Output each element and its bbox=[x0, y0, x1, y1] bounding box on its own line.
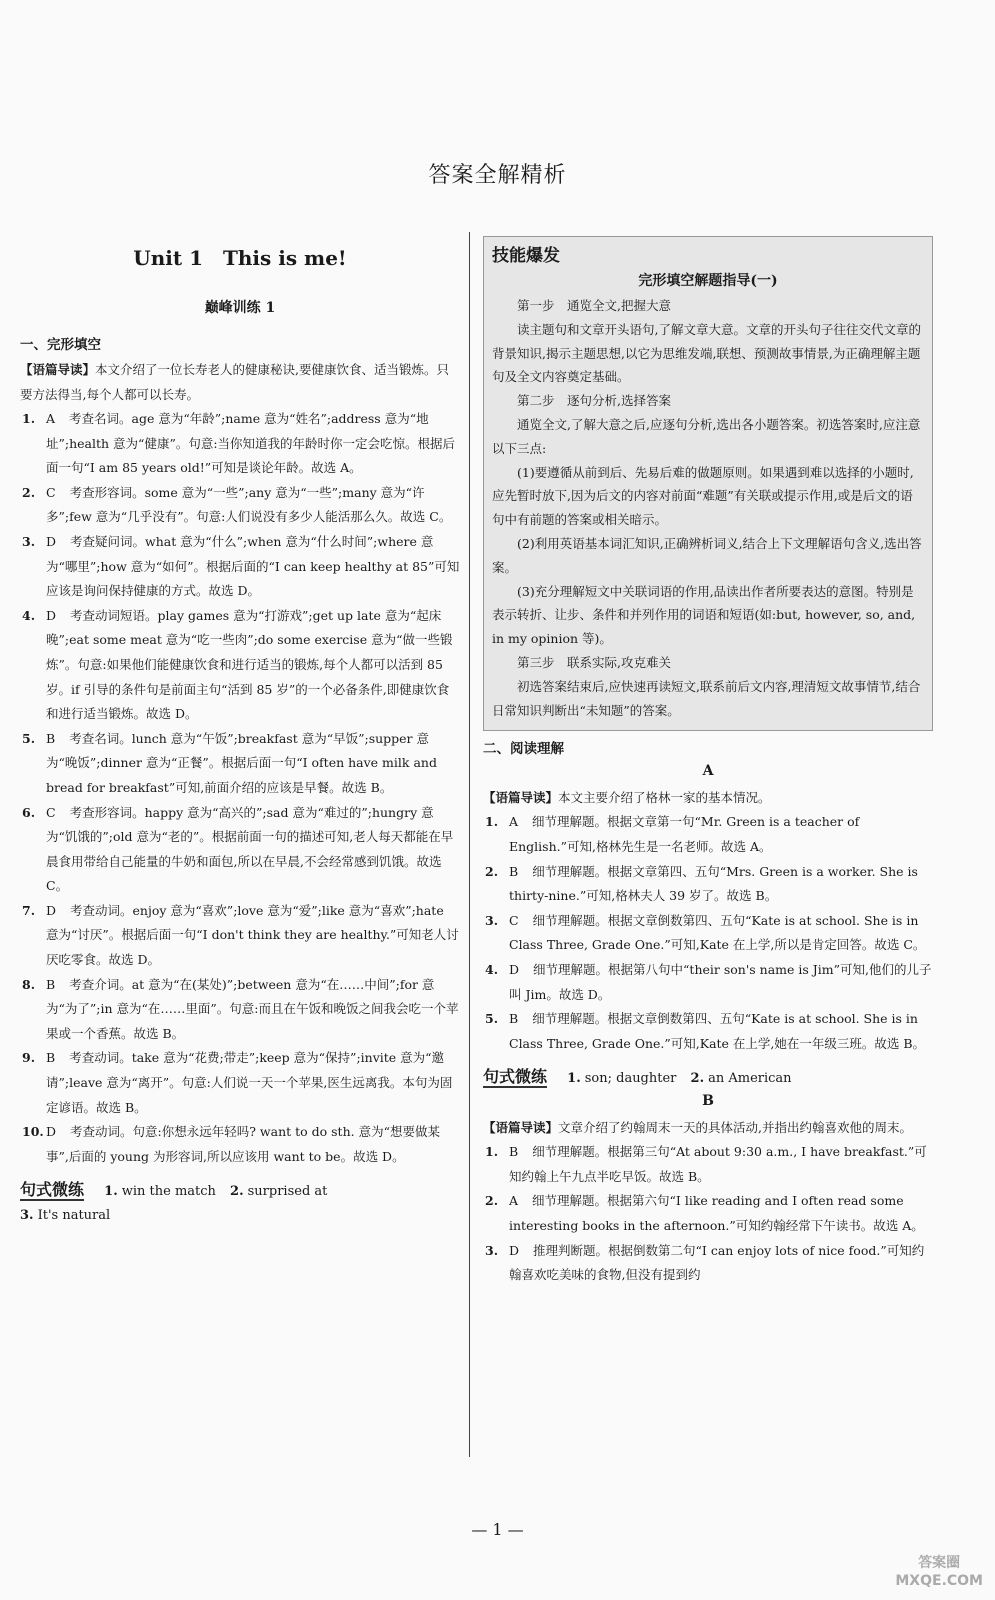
skills-box-title: 完形填空解题指导(一) bbox=[638, 273, 778, 289]
answer-item: 3. C 细节理解题。根据文章倒数第四、五句“Kate is at school. She is in Class Three, Grade One.”可知,Kate 在上学,所以是肯定回答。故选 C。 bbox=[485, 912, 926, 953]
answer-item: 5. B 细节理解题。根据文章倒数第四、五句“Kate is at school. She is in Class Three, Grade One.”可知,Kate 在上学,她在一年级三班。故选 B。 bbox=[485, 1011, 926, 1051]
answer-item: 1. B 细节理解题。根据第三句“At about 9:30 a.m., I have breakfast.”可知约翰上午九点半吃早饭。故选 B。 bbox=[485, 1144, 927, 1184]
step-heading: 第三步 联系实际,攻克难关 bbox=[517, 654, 671, 670]
answer-item: 1. A 细节理解题。根据文章第一句“Mr. Green is a teacher of English.”可知,格林先生是一名老师。故选 A。 bbox=[485, 814, 860, 854]
answer-item: 2. B 细节理解题。根据文章第四、五句“Mrs. Green is a worker. She is thirty-nine.”可知,格林夫人 39 岁了。故选 B。 bbox=[485, 863, 918, 904]
passage-guide-b: 【语篇导读】文章介绍了约翰周末一天的具体活动,并指出约翰喜欢他的周末。 bbox=[483, 1120, 912, 1136]
guide-text: 本文介绍了一位长寿老人的健康秘诀,要健康饮食、适当锻炼。只要方法得当,每个人都可以长寿。 bbox=[20, 362, 449, 402]
paragraph: (2)利用英语基本词汇知识,正确辨析词义,结合上下文理解语句含义,选出答案。 bbox=[492, 535, 922, 575]
sentence-practice: 句式微练 1. win the match 2. surprised at bbox=[20, 1180, 328, 1200]
right-column bbox=[483, 236, 933, 1288]
step-heading: 第一步 通览全文,把握大意 bbox=[517, 298, 671, 313]
sentence-practice-a: 句式微练 1. son; daughter 2. an American bbox=[483, 1067, 792, 1087]
answer-item: 10. D 考查动词。句意:你想永远年轻吗? want to do sth. 意为“想要做某事”,后面的 young 为形容词,所以应该用 want to be。故选 D。 bbox=[22, 1124, 440, 1164]
answer-item: 9. B 考查动词。take 意为“花费;带走”;keep 意为“保持”;invite 意为“邀请”;leave 意为“离开”。句意:人们说一天一个苹果,医生远离我。本句为固定谚语。故选 B。 bbox=[22, 1050, 453, 1115]
reading-a-answers bbox=[483, 810, 933, 1056]
paragraph: 初选答案结束后,应快速再读短文,联系前后文内容,理清短文故事情节,结合日常知识判断出“未知题”的答案。 bbox=[492, 678, 921, 718]
answer-item: 3. D 推理判断题。根据倒数第二句“I can enjoy lots of nice food.”可知约翰喜欢吃美味的食物,但没有提到约 bbox=[485, 1242, 925, 1283]
cloze-answers bbox=[20, 407, 460, 1169]
section-cloze-heading: 一、完形填空 bbox=[20, 337, 101, 353]
left-column bbox=[20, 236, 460, 1223]
skills-box-heading: 技能爆发 bbox=[492, 246, 560, 266]
passage-guide bbox=[20, 357, 460, 407]
reading-b-answers bbox=[483, 1140, 933, 1288]
paragraph: (1)要遵循从前到后、先易后难的做题原则。如果遇到难以选择的小题时,应先暂时放下,因为后文的内容对前面“难题”有关联或提示作用,或是后文的语句中有前题的答案或相关暗示。 bbox=[492, 464, 914, 528]
part-b-heading: B bbox=[702, 1093, 714, 1110]
answer-item: 7. D 考查动词。enjoy 意为“喜欢”;love 意为“爱”;like 意为“喜欢”;hate 意为“讨厌”。根据后面一句“I don't think they are healthy.”可知老人讨厌吃零食。故选 D。 bbox=[22, 902, 459, 968]
answer-item: 2. A 细节理解题。根据第六句“I like reading and I often read some interesting books in the afternoon.”可知约翰经常下午读书。故选 A。 bbox=[485, 1193, 924, 1234]
passage-guide-a: 【语篇导读】本文主要介绍了格林一家的基本情况。 bbox=[483, 790, 771, 806]
answer-item: 8. B 考查介词。at 意为“在(某处)”;between 意为“在……中间”;for 意为“为了”;in 意为“在……里面”。句意:而且在午饭和晚饭之间我会吃一个苹果或一个香蕉。故选 B。 bbox=[22, 976, 459, 1041]
sentence-practice-label: 句式微练 bbox=[20, 1180, 85, 1200]
paragraph: (3)充分理解短文中关联词语的作用,品读出作者所要表达的意图。特别是表示转折、让步、条件和并列作用的词语和短语(如:but, however, so, and, in my opinion 等)。 bbox=[492, 583, 916, 647]
answer-item: 2. C 考查形容词。some 意为“一些”;any 意为“一些”;many 意为“许多”;few 意为“几乎没有”。句意:人们说没有多少人能活那么久。故选 C。 bbox=[22, 484, 452, 525]
answer-item: 6. C 考查形容词。happy 意为“高兴的”;sad 意为“难过的”;hungry 意为“饥饿的”;old 意为“老的”。根据前面一句的描述可知,老人每天都能在早晨食用带给自己能量的牛奶和面包,所以在早晨,不会经常感到饥饿。故选 C。 bbox=[22, 804, 454, 894]
answer-item: 4. D 细节理解题。根据第八句中“their son's name is Jim”可知,他们的儿子叫 Jim。故选 D。 bbox=[485, 961, 932, 1002]
answer-item: 5. B 考查名词。lunch 意为“午饭”;breakfast 意为“早饭”;supper 意为“晚饭”;dinner 意为“正餐”。根据后面一句“I often have milk and bread for breakfast”可知,前面介绍的应该是早餐。故选 B。 bbox=[22, 730, 437, 795]
part-a-heading: A bbox=[702, 763, 714, 780]
page-title: 答案全解精析 bbox=[428, 163, 567, 188]
paragraph: 通览全文,了解大意之后,应逐句分析,选出各小题答案。初选答案时,应注意以下三点: bbox=[492, 416, 921, 456]
answer-item: 1. A 考查名词。age 意为“年龄”;name 意为“姓名”;address 意为“地址”;health 意为“健康”。句意:当你知道我的年龄时你一定会吃惊。根据后面一句“I am 85 years old!”可知是谈论年龄。故选 A。 bbox=[22, 411, 456, 476]
sentence-practice-line2: 3. It's natural bbox=[20, 1208, 111, 1224]
step-heading: 第二步 逐句分析,选择答案 bbox=[517, 393, 671, 409]
unit-title: Unit 1 This is me! bbox=[133, 246, 347, 270]
paragraph: 读主题句和文章开头语句,了解文章大意。文章的开头句子往往交代文章的背景知识,揭示主题思想,以它为思维发端,联想、预测故事情景,为正确理解主题句及全文内容奠定基础。 bbox=[492, 321, 921, 385]
watermark-logo: 答案圈 MXQE.COM bbox=[895, 1555, 983, 1589]
answer-item: 4. D 考查动词短语。play games 意为“打游戏”;get up late 意为“起床晚”;eat some meat 意为“吃一些肉”;do some exercise 意为“做一些锻炼”。句意:如果他们能健康饮食和进行适当的锻炼,每个人都可以活到 85 岁。if 引导的条件句是前面主句“活到 85 岁”的一个必备条件,即健康饮食和进行适当锻炼。故选 D。 bbox=[22, 607, 453, 722]
page-number: — 1 — bbox=[471, 1520, 524, 1539]
column-divider bbox=[469, 232, 470, 1457]
exercise-title: 巅峰训练 1 bbox=[204, 300, 276, 316]
section-reading-heading: 二、阅读理解 bbox=[483, 741, 564, 758]
answer-item: 3. D 考查疑问词。what 意为“什么”;when 意为“什么时间”;where 意为“哪里”;how 意为“如何”。根据后面的“I can keep healthy at 85”可知应该是询问保持健康的方式。故选 D。 bbox=[22, 533, 460, 599]
guide-label: 【语篇导读】 bbox=[20, 362, 96, 377]
skills-box bbox=[483, 236, 933, 731]
